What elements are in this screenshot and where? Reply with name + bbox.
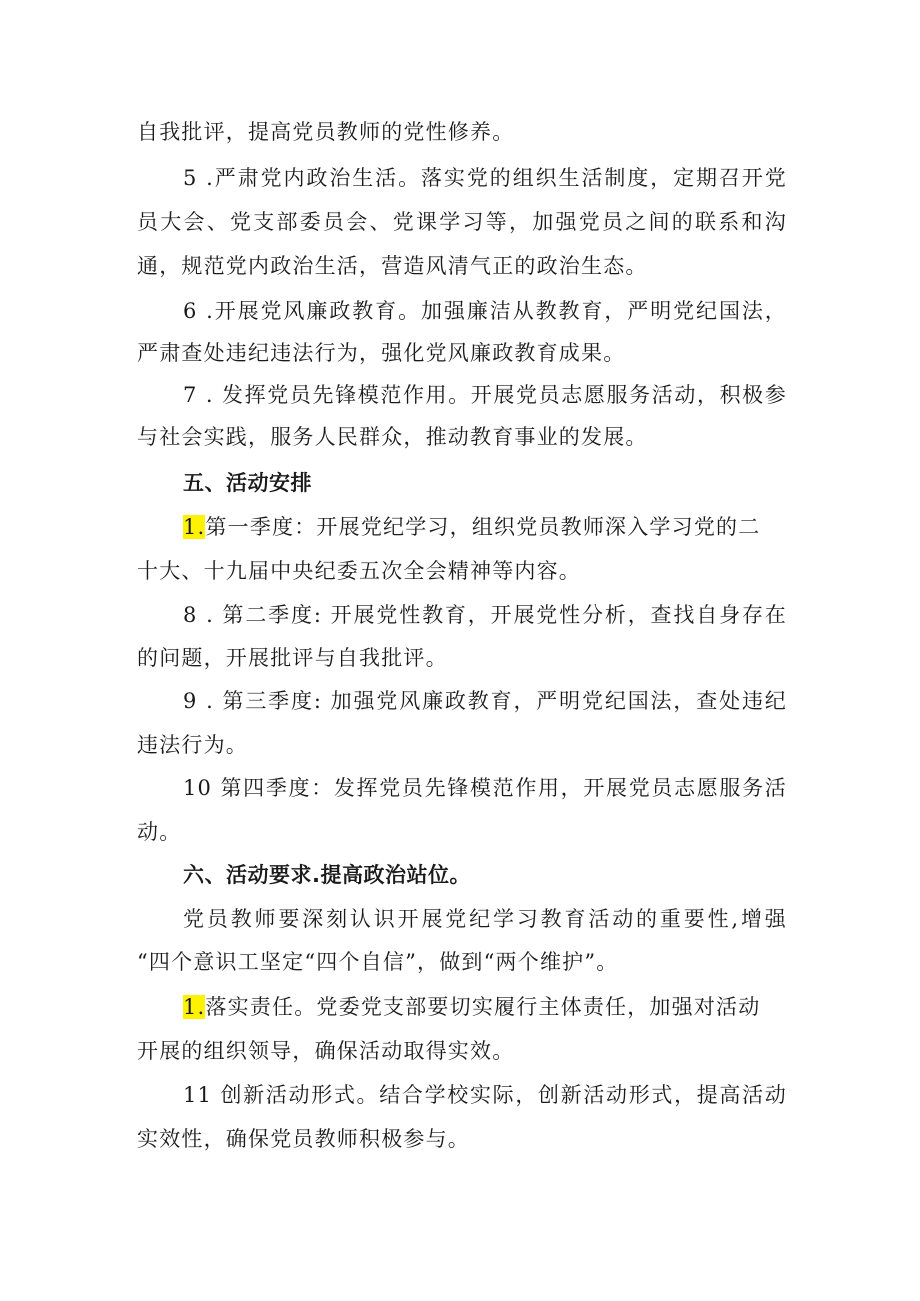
text-line: 开展的组织领导，确保活动取得实效。 xyxy=(137,1039,515,1063)
text-line: 动。 xyxy=(137,820,182,844)
text-line: 员大会、党支部委员会、党课学习等，加强党员之间的联系和沟 xyxy=(137,210,787,234)
text-line: 的问题，开展批评与自我批评。 xyxy=(137,646,448,670)
text-line: 11 创新活动形式。结合学校实际，创新活动形式，提高活动 xyxy=(183,1083,787,1107)
text-line: “四个意识工坚定“四个自信”，做到“两个维护”。 xyxy=(137,950,619,974)
text-line: 通，规范党内政治生活，营造风清气正的政治生态。 xyxy=(137,254,648,278)
text-line xyxy=(183,992,787,1022)
highlighted-number: 1. xyxy=(183,995,206,1019)
text-line: 严肃查处违纪违法行为，强化党风廉政教育成果。 xyxy=(137,341,626,365)
text-line: 8 . 第二季度: 开展党性教育，开展党性分析，查找自身存在 xyxy=(183,603,787,627)
line-text: 落实责任。党委党支部要切实履行主体责任，加强对活动 xyxy=(205,995,761,1019)
text-line: 违法行为。 xyxy=(137,733,248,757)
text-line: 7 . 发挥党员先锋模范作用。开展党员志愿服务活动，积极参 xyxy=(183,383,787,407)
text-line: 十大、十九届中央纪委五次全会精神等内容。 xyxy=(137,559,581,583)
highlighted-number: 1. xyxy=(183,515,206,539)
text-line: 实效性，确保党员教师积极参与。 xyxy=(137,1127,470,1151)
section-heading: 五、活动安排 xyxy=(183,471,312,495)
text-line: 自我批评，提高党员教师的党性修养。 xyxy=(137,120,515,144)
text-line: 与社会实践，服务人民群众，推动教育事业的发展。 xyxy=(137,425,648,449)
text-line: 5 .严肃党内政治生活。落实党的组织生活制度，定期召开党 xyxy=(183,166,787,190)
section-heading: 六、活动要求.提高政治站位。 xyxy=(183,863,471,887)
text-line: 9 . 第三季度: 加强党风廉政教育，严明党纪国法，查处违纪 xyxy=(183,689,787,713)
text-line: 党员教师要深刻认识开展党纪学习教育活动的重要性,增强 xyxy=(183,907,787,931)
text-line: 10 第四季度：发挥党员先锋模范作用，开展党员志愿服务活 xyxy=(183,776,787,800)
text-line: 6 .开展党风廉政教育。加强廉洁从教教育，严明党纪国法， xyxy=(183,299,787,323)
line-text: 第一季度：开展党纪学习，组织党员教师深入学习党的二 xyxy=(205,515,761,539)
text-line xyxy=(183,512,787,542)
